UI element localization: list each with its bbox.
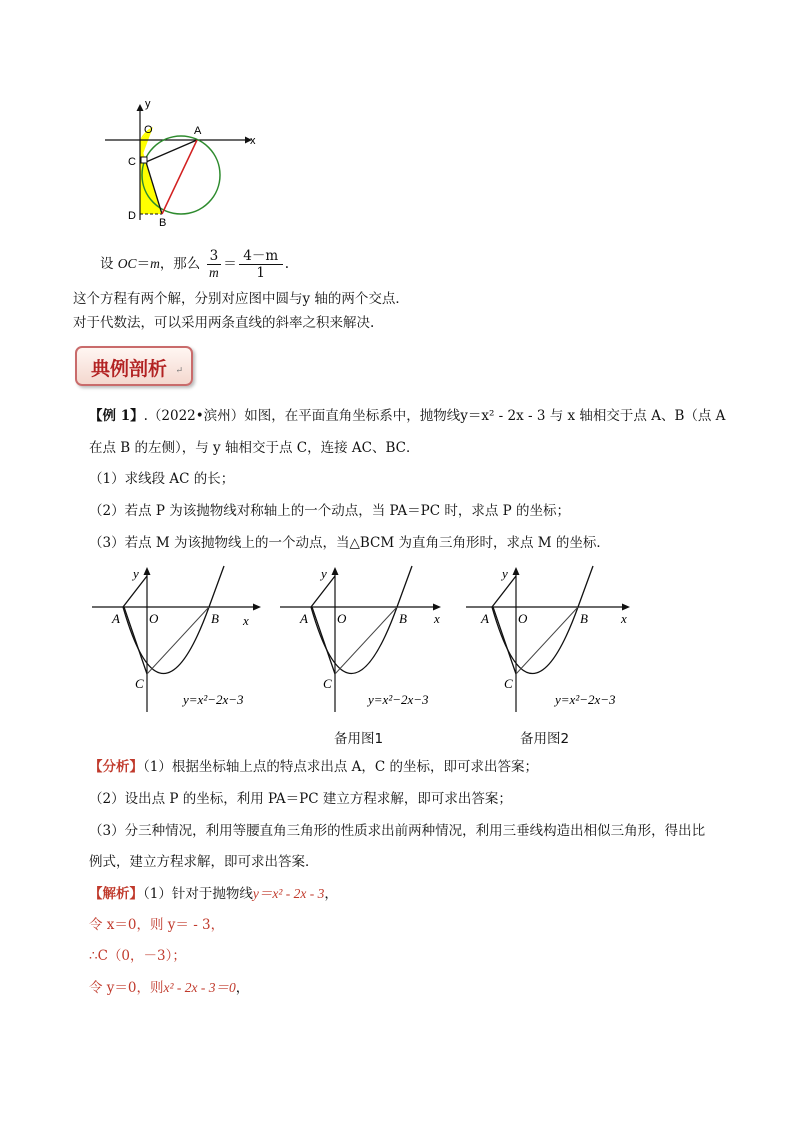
- label-d: D: [128, 210, 136, 222]
- example-tag: 【例 1】: [89, 408, 144, 424]
- equation-label: y=x²−2x−3: [368, 692, 429, 707]
- intro-line-3: 对于代数法，可以采用两条直线的斜率之积来解决.: [73, 315, 375, 331]
- label-a: A: [300, 611, 308, 626]
- caption-spare-2: 备用图2: [520, 731, 570, 747]
- solution-line-1: 【解析】（1）针对于抛物线y＝x² - 2x - 3，: [89, 886, 338, 902]
- question-1: （1）求线段 AC 的长；: [89, 471, 235, 487]
- question-2: （2）若点 P 为该抛物线对称轴上的一个动点，当 PA＝PC 时，求点 P 的坐标；: [89, 503, 571, 519]
- equation-label: y=x²−2x−3: [183, 692, 244, 707]
- label-b: B: [580, 611, 588, 626]
- intro-eq: ＝: [136, 256, 151, 272]
- solution-text-4: 令 y＝0，则: [89, 980, 164, 996]
- solution-line-3: ∴C（0，－3）；: [89, 948, 186, 964]
- analysis-line-2: （2）设出点 P 的坐标，利用 PA＝PC 建立方程求解，即可求出答案；: [89, 791, 512, 807]
- question-3: （3）若点 M 为该抛物线上的一个动点，当△BCM 为直角三角形时，求点 M 的坐标．: [89, 535, 610, 551]
- intro-m: m: [150, 256, 160, 271]
- solution-tag: 【解析】: [89, 886, 143, 902]
- circle-figure: [95, 95, 265, 235]
- right-angle-mark: [141, 157, 147, 163]
- intro-oc: OC: [117, 256, 137, 271]
- intro-eq-2: ＝: [223, 256, 237, 272]
- solution-text-1: （1）针对于抛物线: [143, 886, 253, 902]
- label-x: x: [621, 611, 627, 626]
- example-text-1: .（2022•滨州）如图，在平面直角坐标系中，抛物线y＝x² - 2x - 3 与 x 轴相交于点 A、B（点 A: [143, 408, 726, 424]
- solution-equation: y＝x² - 2x - 3: [252, 886, 325, 901]
- label-o: O: [144, 124, 153, 136]
- label-o: O: [337, 611, 347, 626]
- heading-title: 典例剖析: [91, 358, 168, 380]
- label-x: x: [243, 613, 249, 628]
- label-c: C: [323, 676, 332, 691]
- label-a: A: [481, 611, 489, 626]
- section-heading: [75, 346, 193, 386]
- parabola-graph-spare-1: [276, 560, 456, 720]
- analysis-text-1: （1）根据坐标轴上点的特点求出点 A，C 的坐标，即可求出答案；: [143, 759, 538, 775]
- solution-line-4: 令 y＝0，则x² - 2x - 3＝0，: [89, 980, 250, 996]
- label-y: y: [133, 566, 139, 581]
- label-y: y: [145, 98, 151, 110]
- intro-mid: ，那么: [159, 256, 201, 272]
- parabola-graph-spare-2: [462, 560, 647, 720]
- fraction-4-m-over-1: $\frac{4-m}{1}$: [239, 248, 283, 281]
- label-y: y: [502, 566, 508, 581]
- equation-label: y=x²−2x−3: [555, 692, 616, 707]
- parabola-graph-main: [88, 560, 268, 720]
- label-b: B: [399, 611, 407, 626]
- label-a: A: [112, 611, 120, 626]
- segment-ac: [124, 607, 147, 674]
- label-o: O: [149, 611, 159, 626]
- label-o: O: [518, 611, 528, 626]
- intro-line-1: 设 OC＝m，那么 $\frac{3}{m}$ ＝ $\frac{4-m}{1}$ .: [100, 248, 289, 281]
- label-x: x: [434, 611, 440, 626]
- label-c: C: [504, 676, 513, 691]
- analysis-line-1: [89, 757, 538, 777]
- analysis-line-3a: （3）分三种情况，利用等腰直角三角形的性质求出前两种情况，利用三垂线构造出相似三角形，得出比: [89, 823, 706, 839]
- intro-line-2: 这个方程有两个解，分别对应图中圆与y 轴的两个交点．: [73, 291, 409, 307]
- segment-ab: [162, 140, 197, 214]
- label-a: A: [194, 125, 202, 137]
- solution-equation-2: x² - 2x - 3＝0: [163, 980, 236, 995]
- label-b: B: [159, 217, 167, 229]
- segment-ca: [146, 140, 197, 162]
- intro-text: 设: [100, 256, 118, 272]
- label-b: B: [211, 611, 219, 626]
- label-c: C: [128, 156, 136, 168]
- label-y: y: [321, 566, 327, 581]
- caption-spare-1: 备用图1: [334, 731, 384, 747]
- analysis-tag: 【分析】: [89, 759, 143, 775]
- example-line-1: [89, 406, 725, 426]
- solution-line-2: 令 x＝0，则 y＝ - 3，: [89, 917, 225, 933]
- label-x: x: [250, 135, 256, 147]
- fraction-3-over-m: $\frac{3}{m}$: [207, 248, 222, 281]
- example-line-2: 在点 B 的左侧），与 y 轴相交于点 C，连接 AC、BC．: [89, 440, 420, 456]
- label-c: C: [135, 676, 144, 691]
- analysis-line-3b: 例式，建立方程求解，即可求出答案．: [89, 854, 319, 870]
- return-mark: ↵: [175, 366, 183, 376]
